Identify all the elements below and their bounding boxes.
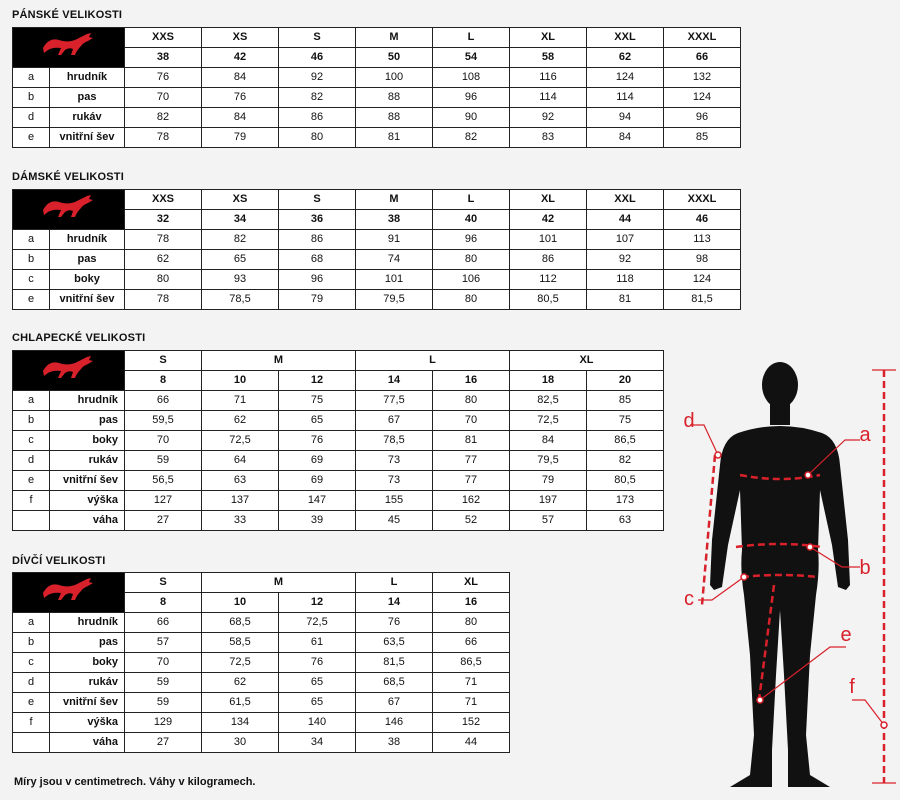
table-row [13,230,741,250]
size-number: 40 [433,210,510,230]
row-key: b [13,633,50,653]
size-number: 62 [587,48,664,68]
size-label: M [202,351,356,371]
table-row [13,431,664,451]
table-cell: 146 [356,713,433,733]
puma-logo-icon [39,193,99,219]
row-key: d [13,451,50,471]
size-label: XS [202,190,279,210]
table-cell: 59 [125,451,202,471]
size-number: 34 [202,210,279,230]
table-cell: 82 [587,451,664,471]
table-row [13,613,510,633]
table-cell: 72,5 [510,411,587,431]
table-cell: 59 [125,693,202,713]
table-cell: 96 [433,230,510,250]
table-cell: 76 [202,88,279,108]
table-cell: 82 [202,230,279,250]
table-cell: 84 [202,108,279,128]
table-cell: 82 [279,88,356,108]
table-cell: 85 [664,128,741,148]
table-cell: 68,5 [202,613,279,633]
size-number: 36 [279,210,356,230]
table-cell: 78 [125,128,202,148]
measurement-label: výška [50,713,125,733]
table-cell: 82,5 [510,391,587,411]
measurement-label: hrudník [50,68,125,88]
table-cell: 70 [125,88,202,108]
measurement-label: pas [50,250,125,270]
size-label-row [13,28,741,48]
table-cell: 79 [279,290,356,310]
table-cell: 92 [279,68,356,88]
size-label: M [202,573,356,593]
table-cell: 80 [125,270,202,290]
label-e: e [840,624,852,646]
size-label: M [356,190,433,210]
row-key: d [13,673,50,693]
size-label: XL [510,351,664,371]
table-cell: 80 [433,391,510,411]
size-number: 54 [433,48,510,68]
row-key: e [13,471,50,491]
table-cell: 66 [125,613,202,633]
brand-logo-cell [13,28,125,68]
size-number: 18 [510,371,587,391]
table-cell: 92 [587,250,664,270]
table-cell: 38 [356,733,433,753]
table-cell: 152 [433,713,510,733]
table-cell: 96 [279,270,356,290]
table-cell: 84 [202,68,279,88]
table-cell: 65 [279,673,356,693]
label-f: f [849,676,855,698]
size-label: L [433,28,510,48]
table-cell: 78,5 [356,431,433,451]
table-cell: 82 [433,128,510,148]
row-key: e [13,693,50,713]
puma-logo-icon [39,576,99,602]
row-key: f [13,713,50,733]
table-cell: 62 [202,673,279,693]
table-cell: 75 [279,391,356,411]
row-key: a [13,391,50,411]
table-cell: 137 [202,491,279,511]
size-label: S [125,351,202,371]
size-label: XXXL [664,28,741,48]
table-cell: 74 [356,250,433,270]
table-cell: 64 [202,451,279,471]
size-number: 58 [510,48,587,68]
puma-logo-icon [39,31,99,57]
table-cell: 147 [279,491,356,511]
table-cell: 101 [510,230,587,250]
table-cell: 77 [433,451,510,471]
table-cell: 106 [433,270,510,290]
table-cell: 57 [125,633,202,653]
puma-logo-icon [39,354,99,380]
table-cell: 162 [433,491,510,511]
table-row [13,733,510,753]
size-label: XS [202,28,279,48]
table-cell: 94 [587,108,664,128]
label-d: d [683,410,695,432]
table-cell: 81,5 [664,290,741,310]
table-row [13,653,510,673]
size-number: 14 [356,593,433,613]
measurement-label: váha [50,733,125,753]
table-cell: 81 [433,431,510,451]
table-cell: 82 [125,108,202,128]
size-number: 50 [356,48,433,68]
table-cell: 75 [587,411,664,431]
table-cell: 124 [664,270,741,290]
table-cell: 62 [202,411,279,431]
brand-logo-cell [13,190,125,230]
table-cell: 127 [125,491,202,511]
table-cell: 155 [356,491,433,511]
table-cell: 33 [202,511,279,531]
size-number: 46 [279,48,356,68]
table-cell: 118 [587,270,664,290]
size-number: 66 [664,48,741,68]
size-label-row [13,190,741,210]
table-cell: 80,5 [587,471,664,491]
table-cell: 86,5 [433,653,510,673]
size-number: 20 [587,371,664,391]
measurement-label: hrudník [50,230,125,250]
table-cell: 113 [664,230,741,250]
row-key [13,511,50,531]
body-measurement-figure [660,355,900,800]
table-row [13,713,510,733]
size-label: S [279,28,356,48]
size-number: 8 [125,371,202,391]
table-cell: 76 [125,68,202,88]
table-cell: 132 [664,68,741,88]
measurement-label: rukáv [50,108,125,128]
table-cell: 77,5 [356,391,433,411]
table-cell: 72,5 [202,653,279,673]
table-cell: 85 [587,391,664,411]
table-cell: 79 [510,471,587,491]
size-label: XL [510,190,587,210]
table-row [13,290,741,310]
table-row [13,270,741,290]
mens-size-table [12,27,741,148]
measurement-label: rukáv [50,673,125,693]
table-cell: 70 [125,653,202,673]
table-cell: 134 [202,713,279,733]
table-cell: 84 [510,431,587,451]
table-row [13,633,510,653]
table-cell: 81 [356,128,433,148]
table-cell: 68 [279,250,356,270]
table-cell: 96 [664,108,741,128]
table-cell: 56,5 [125,471,202,491]
boys-size-table [12,350,664,531]
size-label: XXS [125,28,202,48]
size-number: 38 [356,210,433,230]
table-cell: 27 [125,733,202,753]
table-row [13,391,664,411]
size-number: 38 [125,48,202,68]
size-number: 10 [202,371,279,391]
table-cell: 80 [433,250,510,270]
size-number: 10 [202,593,279,613]
table-cell: 52 [433,511,510,531]
row-key: c [13,431,50,451]
table-cell: 59 [125,673,202,693]
table-row [13,250,741,270]
table-cell: 116 [510,68,587,88]
table-cell: 65 [279,411,356,431]
table-cell: 66 [125,391,202,411]
womens-size-table [12,189,741,310]
measurement-label: vnitřní šev [50,471,125,491]
table-row [13,673,510,693]
row-key: c [13,653,50,673]
table-cell: 79,5 [356,290,433,310]
table-cell: 98 [664,250,741,270]
size-number: 42 [202,48,279,68]
row-key: b [13,411,50,431]
mens-section-title: PÁNSKÉ VELIKOSTI [12,9,123,21]
table-cell: 67 [356,411,433,431]
table-cell: 80 [433,290,510,310]
row-key: b [13,250,50,270]
size-number: 8 [125,593,202,613]
table-cell: 86 [510,250,587,270]
table-cell: 81 [587,290,664,310]
table-cell: 34 [279,733,356,753]
measurement-label: vnitřní šev [50,290,125,310]
table-cell: 45 [356,511,433,531]
row-key: a [13,230,50,250]
label-a: a [859,424,871,446]
table-cell: 173 [587,491,664,511]
table-cell: 70 [125,431,202,451]
table-cell: 73 [356,451,433,471]
size-number: 42 [510,210,587,230]
size-label: L [433,190,510,210]
table-cell: 88 [356,88,433,108]
table-cell: 86 [279,230,356,250]
table-cell: 76 [356,613,433,633]
size-label: XL [510,28,587,48]
table-cell: 90 [433,108,510,128]
measurement-label: pas [50,88,125,108]
size-label: S [279,190,356,210]
row-key: a [13,613,50,633]
table-cell: 80 [433,613,510,633]
size-label: XXL [587,190,664,210]
table-cell: 69 [279,451,356,471]
table-cell: 88 [356,108,433,128]
table-row [13,108,741,128]
table-cell: 27 [125,511,202,531]
measurement-label: pas [50,411,125,431]
size-number: 12 [279,371,356,391]
measurement-label: váha [50,511,125,531]
table-row [13,68,741,88]
table-cell: 114 [587,88,664,108]
table-cell: 61,5 [202,693,279,713]
row-key [13,733,50,753]
table-cell: 76 [279,431,356,451]
size-label: XXL [587,28,664,48]
table-cell: 78,5 [202,290,279,310]
table-cell: 65 [279,693,356,713]
measurement-label: výška [50,491,125,511]
measurement-label: boky [50,653,125,673]
table-cell: 80 [279,128,356,148]
brand-logo-cell [13,573,125,613]
size-number: 16 [433,593,510,613]
size-label: L [356,573,433,593]
row-key: b [13,88,50,108]
table-cell: 68,5 [356,673,433,693]
size-number: 44 [587,210,664,230]
table-cell: 81,5 [356,653,433,673]
girls-section-title: DÍVČÍ VELIKOSTI [12,555,106,567]
table-cell: 93 [202,270,279,290]
table-cell: 101 [356,270,433,290]
table-cell: 114 [510,88,587,108]
table-cell: 77 [433,471,510,491]
table-cell: 73 [356,471,433,491]
table-cell: 63,5 [356,633,433,653]
row-key: f [13,491,50,511]
size-label: M [356,28,433,48]
table-cell: 69 [279,471,356,491]
table-cell: 86,5 [587,431,664,451]
table-row [13,511,664,531]
size-label-row [13,573,510,593]
table-cell: 108 [433,68,510,88]
row-key: d [13,108,50,128]
girls-size-table [12,572,510,753]
measurement-label: boky [50,270,125,290]
table-cell: 72,5 [279,613,356,633]
table-cell: 44 [433,733,510,753]
measurement-label: rukáv [50,451,125,471]
table-cell: 62 [125,250,202,270]
brand-logo-cell [13,351,125,391]
table-cell: 39 [279,511,356,531]
size-number: 16 [433,371,510,391]
table-cell: 63 [202,471,279,491]
table-cell: 79,5 [510,451,587,471]
table-cell: 66 [433,633,510,653]
table-cell: 72,5 [202,431,279,451]
table-cell: 59,5 [125,411,202,431]
measurement-label: boky [50,431,125,451]
size-label: XL [433,573,510,593]
table-cell: 100 [356,68,433,88]
table-cell: 112 [510,270,587,290]
label-c: c [684,588,694,610]
row-key: e [13,290,50,310]
row-key: c [13,270,50,290]
boys-section-title: CHLAPECKÉ VELIKOSTI [12,332,146,344]
size-label: XXXL [664,190,741,210]
table-cell: 129 [125,713,202,733]
table-row [13,471,664,491]
table-cell: 71 [202,391,279,411]
size-label-row [13,351,664,371]
size-label: L [356,351,510,371]
table-cell: 96 [433,88,510,108]
measurement-label: vnitřní šev [50,128,125,148]
table-row [13,128,741,148]
table-cell: 124 [587,68,664,88]
table-cell: 83 [510,128,587,148]
table-row [13,693,510,713]
table-cell: 78 [125,230,202,250]
table-cell: 84 [587,128,664,148]
table-cell: 91 [356,230,433,250]
table-row [13,491,664,511]
table-cell: 76 [279,653,356,673]
table-cell: 67 [356,693,433,713]
measurement-label: hrudník [50,613,125,633]
label-b: b [859,557,871,579]
table-cell: 80,5 [510,290,587,310]
row-key: e [13,128,50,148]
table-cell: 78 [125,290,202,310]
size-label: S [125,573,202,593]
table-cell: 58,5 [202,633,279,653]
table-cell: 197 [510,491,587,511]
table-cell: 65 [202,250,279,270]
measurement-label: pas [50,633,125,653]
size-number: 46 [664,210,741,230]
table-cell: 70 [433,411,510,431]
table-cell: 57 [510,511,587,531]
table-cell: 71 [433,693,510,713]
table-cell: 71 [433,673,510,693]
table-row [13,411,664,431]
size-number: 14 [356,371,433,391]
size-number: 32 [125,210,202,230]
table-cell: 124 [664,88,741,108]
table-row [13,88,741,108]
table-cell: 86 [279,108,356,128]
footnote: Míry jsou v centimetrech. Váhy v kilogramech. [14,776,256,788]
table-row [13,451,664,471]
table-cell: 61 [279,633,356,653]
table-cell: 92 [510,108,587,128]
table-cell: 140 [279,713,356,733]
measurement-label: hrudník [50,391,125,411]
size-label: XXS [125,190,202,210]
row-key: a [13,68,50,88]
table-cell: 30 [202,733,279,753]
womens-section-title: DÁMSKÉ VELIKOSTI [12,171,124,183]
table-cell: 79 [202,128,279,148]
table-cell: 63 [587,511,664,531]
size-number: 12 [279,593,356,613]
measurement-label: vnitřní šev [50,693,125,713]
table-cell: 107 [587,230,664,250]
